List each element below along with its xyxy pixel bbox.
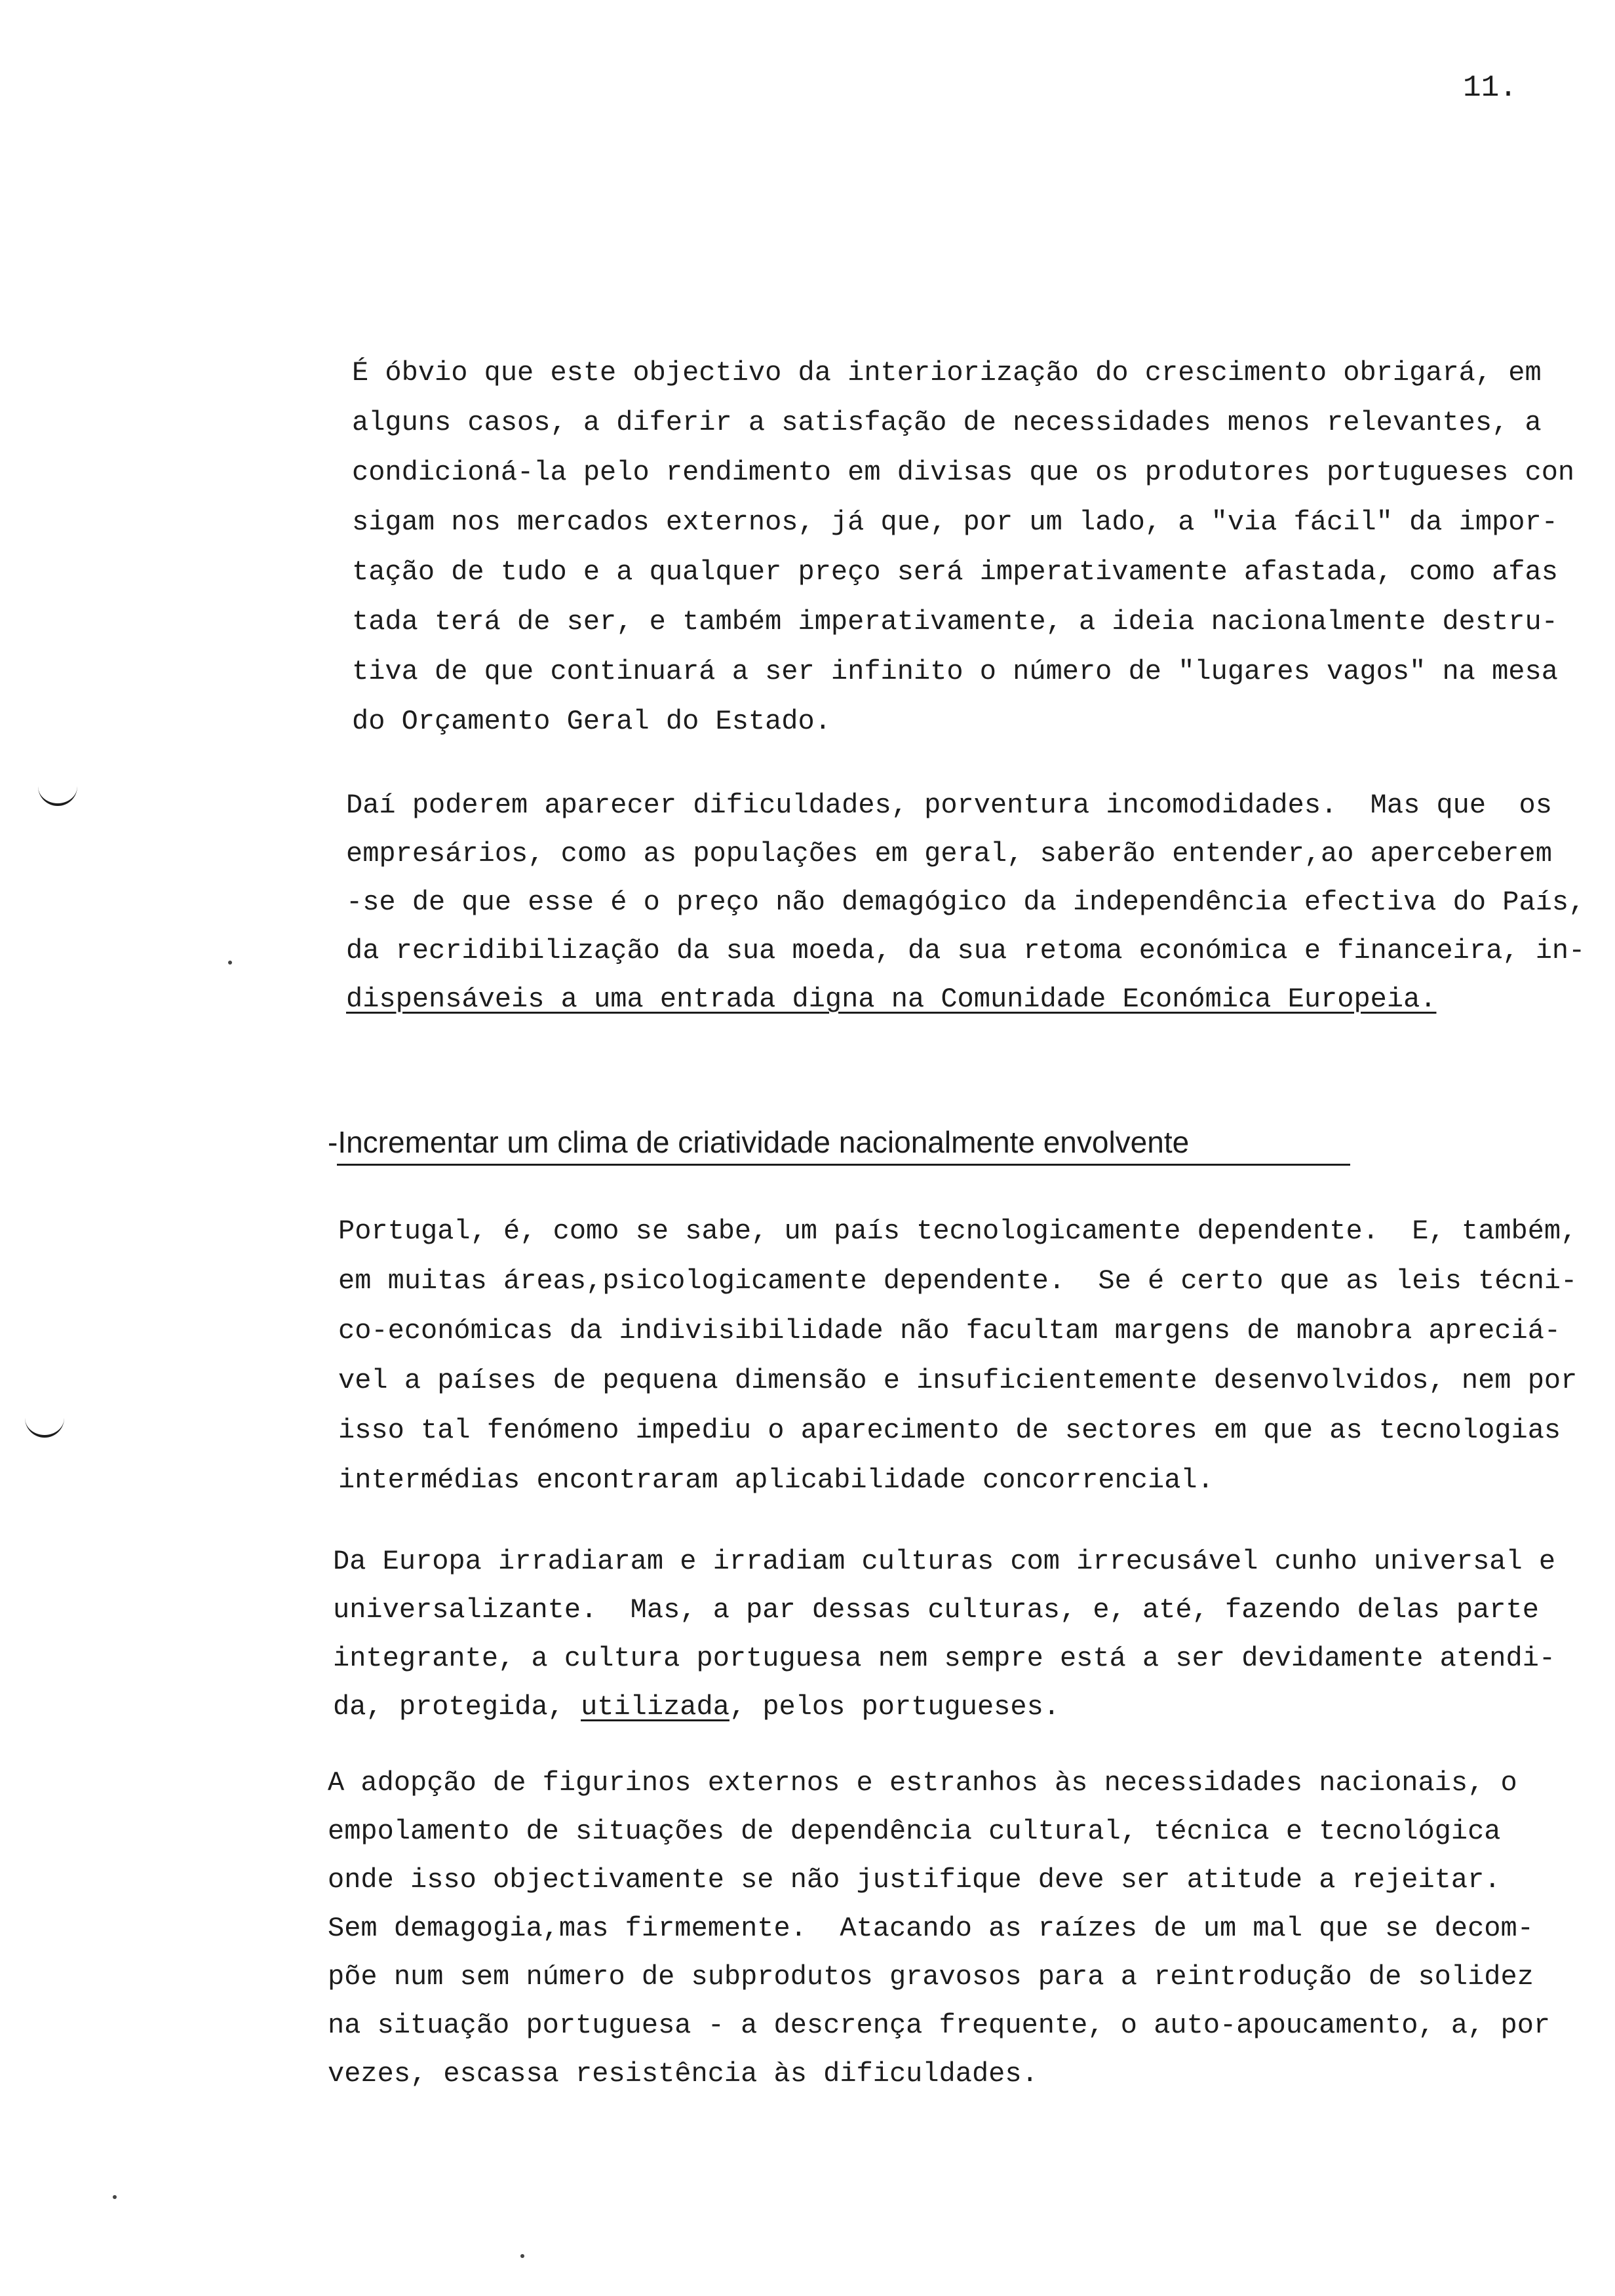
scan-speck bbox=[228, 961, 232, 965]
text-line: A adopção de figurinos externos e estranhos às necessidades nacionais, o bbox=[328, 1767, 1517, 1799]
text-line bbox=[346, 985, 1436, 1013]
text-line: do Orçamento Geral do Estado. bbox=[352, 706, 831, 737]
text-line: sigam nos mercados externos, já que, por um lado, a "via fácil" da impor- bbox=[352, 507, 1558, 538]
heading-underline bbox=[337, 1164, 1350, 1166]
text-line: põe num sem número de subprodutos gravosos para a reintrodução de solidez bbox=[328, 1961, 1534, 1993]
text-line: co-económicas da indivisibilidade não facultam margens de manobra apreciá- bbox=[338, 1315, 1561, 1347]
text-line: universalizante. Mas, a par dessas culturas, e, até, fazendo delas parte bbox=[333, 1594, 1539, 1626]
text-line: condicioná-la pelo rendimento em divisas que os produtores portugueses con bbox=[352, 457, 1575, 488]
text-line: tação de tudo e a qualquer preço será imperativamente afastada, como afas bbox=[352, 556, 1558, 588]
binding-hole-mark bbox=[25, 1415, 64, 1438]
text-line: vel a países de pequena dimensão e insuficientemente desenvolvidos, nem por bbox=[338, 1365, 1578, 1396]
text-line: Sem demagogia,mas firmemente. Atacando as raízes de um mal que se decom- bbox=[328, 1913, 1534, 1944]
text-line: da, protegida, utilizada, pelos portugueses. bbox=[333, 1691, 1060, 1723]
text-line: vezes, escassa resistência às dificuldades. bbox=[328, 2058, 1038, 2090]
text-line: onde isso objectivamente se não justifique deve ser atitude a rejeitar. bbox=[328, 1864, 1501, 1896]
text-line: Da Europa irradiaram e irradiam culturas com irrecusável cunho universal e bbox=[333, 1546, 1556, 1577]
text-line: em muitas áreas,psicologicamente dependente. Se é certo que as leis técni- bbox=[338, 1265, 1578, 1297]
text-line: intermédias encontraram aplicabilidade concorrencial. bbox=[338, 1464, 1214, 1496]
section-heading: -Incrementar um clima de criatividade nacionalmente envolvente bbox=[328, 1125, 1190, 1159]
text-line: integrante, a cultura portuguesa nem sempre está a ser devidamente atendi- bbox=[333, 1643, 1556, 1674]
scan-speck bbox=[520, 2254, 524, 2258]
text-line: tada terá de ser, e também imperativamente, a ideia nacionalmente destru- bbox=[352, 606, 1558, 638]
text-line: empresários, como as populações em geral, saberão entender,ao aperceberem bbox=[346, 838, 1552, 870]
page-number: 11. bbox=[1463, 71, 1517, 105]
text-line: É óbvio que este objectivo da interiorização do crescimento obrigará, em bbox=[352, 357, 1542, 389]
text-line: alguns casos, a diferir a satisfação de necessidades menos relevantes, a bbox=[352, 407, 1542, 438]
text-line: da recridibilização da sua moeda, da sua retoma económica e financeira, in- bbox=[346, 935, 1586, 966]
text-line: empolamento de situações de dependência cultural, técnica e tecnológica bbox=[328, 1816, 1501, 1847]
binding-hole-mark bbox=[38, 784, 77, 806]
underlined-text: dispensáveis a uma entrada digna na Comunidade Económica Europeia. bbox=[346, 984, 1437, 1015]
text-line: na situação portuguesa - a descrença frequente, o auto-apoucamento, a, por bbox=[328, 2010, 1551, 2041]
text-line: Portugal, é, como se sabe, um país tecnologicamente dependente. E, também, bbox=[338, 1215, 1578, 1247]
text-line: isso tal fenómeno impediu o aparecimento de sectores em que as tecnologias bbox=[338, 1415, 1561, 1446]
scan-speck bbox=[113, 2195, 117, 2199]
text-line: -se de que esse é o preço não demagógico da independência efectiva do País, bbox=[346, 887, 1586, 918]
text-line: tiva de que continuará a ser infinito o número de "lugares vagos" na mesa bbox=[352, 656, 1558, 687]
text-line: Daí poderem aparecer dificuldades, porventura incomodidades. Mas que os bbox=[346, 790, 1552, 821]
underlined-text: utilizada bbox=[581, 1691, 730, 1723]
